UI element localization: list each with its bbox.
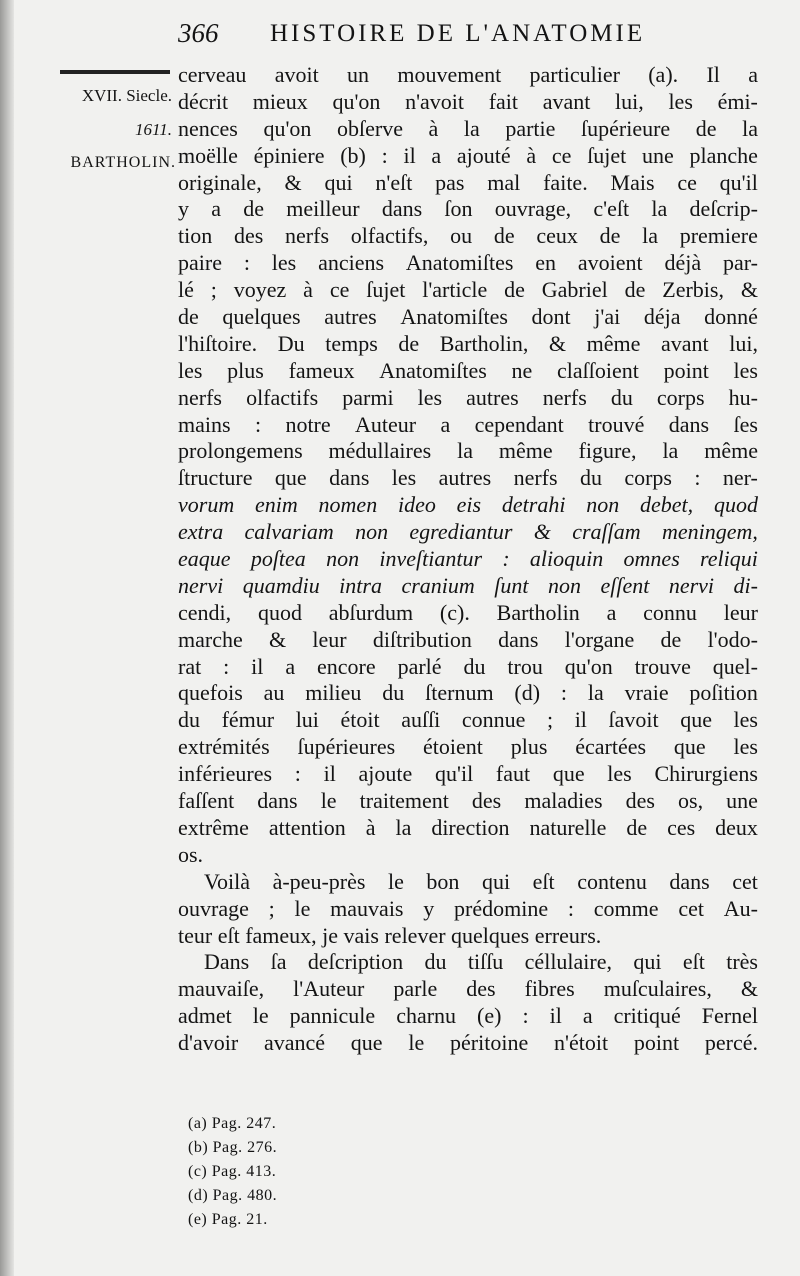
margin-note-year: 1611.: [135, 120, 172, 139]
margin-rule: [60, 70, 170, 74]
footnotes: [188, 1112, 488, 1232]
paragraph-start: Voilà à-peu-près le bon qui eſt contenu dans cet: [204, 868, 758, 894]
text-line: inférieures : il ajoute qu'il faut que les Chirurgiens: [178, 761, 758, 787]
text-line: y a de meilleur dans ſon ouvrage, c'eſt la deſcrip-: [178, 196, 758, 222]
text-line: faſſent dans le traitement des maladies des os, une: [178, 788, 758, 814]
text-line: moëlle épiniere (b) : il a ajouté à ce ſujet une planche: [178, 142, 758, 168]
text-line-latin: nervi quamdiu intra cranium ſunt non eſſent nervi di-: [178, 572, 758, 598]
text-line: extrémités ſupérieures étoient plus écartées que les: [178, 734, 758, 760]
text-line-latin: extra calvariam non egrediantur & craſſam meningem,: [178, 519, 758, 545]
text-line: de quelques autres Anatomiſtes dont j'ai déja donné: [178, 304, 758, 330]
text-line-latin: eaque poſtea non inveſtiantur : alioquin omnes reliqui: [178, 546, 758, 572]
text-line: d'avoir avancé que le péritoine n'étoit point percé.: [178, 1030, 758, 1056]
text-line: prolongemens médullaires la même figure, la même: [178, 438, 758, 464]
page-number: 366: [178, 18, 219, 48]
footnote: (d) Pag. 480.: [188, 1187, 278, 1204]
page-header: [178, 18, 758, 52]
text-line: l'hiſtoire. Du temps de Bartholin, & même avant lui,: [178, 330, 758, 356]
text-line: nerfs olfactifs parmi les autres nerfs du corps hu-: [178, 384, 758, 410]
text-line: os.: [178, 841, 204, 867]
text-line: teur eſt fameux, je vais relever quelques erreurs.: [178, 922, 602, 948]
running-title: HISTOIRE DE L'ANATOMIE: [270, 20, 646, 47]
text-line: mauvaiſe, l'Auteur parle des fibres muſculaires, &: [178, 976, 758, 1002]
text-line: ſtructure que dans les autres nerfs du corps : ner-: [178, 465, 758, 491]
footnote: (e) Pag. 21.: [188, 1211, 268, 1228]
text-line: cendi, quod abſurdum (c). Bartholin a connu leur: [178, 599, 758, 625]
body-text: [178, 62, 758, 1057]
margin-note-author: BARTHOLIN.: [70, 154, 176, 171]
text-line: cerveau avoit un mouvement particulier (a). Il a: [178, 62, 758, 87]
text-line: ouvrage ; le mauvais y prédomine : comme cet Au-: [178, 895, 758, 921]
footnote: (b) Pag. 276.: [188, 1139, 278, 1156]
text-line: nences qu'on obſerve à la partie ſupérieure de la: [178, 115, 758, 141]
text-line: admet le pannicule charnu (e) : il a critiqué Fernel: [178, 1003, 758, 1029]
text-line: paire : les anciens Anatomiſtes en avoient déjà par-: [178, 250, 758, 276]
text-line: décrit mieux qu'on n'avoit fait avant lui, les émi-: [178, 88, 758, 114]
text-line: du fémur lui étoit auſſi connue ; il ſavoit que les: [178, 707, 758, 733]
footnote: (c) Pag. 413.: [188, 1163, 277, 1180]
paragraph-start: Dans ſa deſcription du tiſſu céllulaire, qui eſt très: [204, 949, 758, 975]
text-line: les plus fameux Anatomiſtes ne claſſoient point les: [178, 357, 758, 383]
text-line: marche & leur diſtribution dans l'organe de l'odo-: [178, 626, 758, 652]
text-line: tion des nerfs olfactifs, ou de ceux de la premiere: [178, 223, 758, 249]
text-line: quefois au milieu du ſternum (d) : la vraie poſition: [178, 680, 758, 706]
text-line: mains : notre Auteur a cependant trouvé dans ſes: [178, 411, 758, 437]
margin-note-century: XVII. Siecle.: [81, 86, 172, 105]
text-line-latin: vorum enim nomen ideo eis detrahi non debet, quod: [178, 492, 758, 518]
text-line: originale, & qui n'eſt pas mal faite. Mais ce qu'il: [178, 169, 758, 195]
text-line: rat : il a encore parlé du trou qu'on trouve quel-: [178, 653, 758, 679]
text-line: lé ; voyez à ce ſujet l'article de Gabriel de Zerbis, &: [178, 277, 758, 303]
footnote: (a) Pag. 247.: [188, 1115, 277, 1132]
text-line: extrême attention à la direction naturelle de ces deux: [178, 814, 758, 840]
page-edge-shadow: [0, 0, 14, 1276]
